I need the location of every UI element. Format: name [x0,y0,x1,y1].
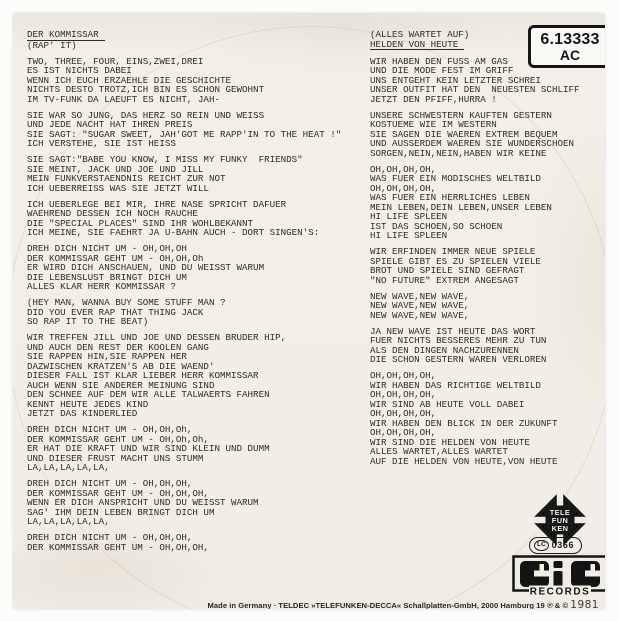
lyric-line: ALLES WARTET,ALLES WARTET [370,446,508,457]
lyric-line: WAEHREND DESSEN ICH NOCH RAUCHE [27,208,198,219]
lyric-stanza [27,200,341,238]
lyric-stanza [27,244,341,292]
lc-label: LC [534,540,549,552]
lyric-line: "NO FUTURE" EXTREM ANGESAGT [370,274,519,286]
lyric-line: MEIN LEBEN,DEIN LEBEN,UNSER LEBEN [370,201,552,213]
lyric-line: DREH DICH NICHT UM - OH,OH,Oh, [27,424,193,435]
lyric-line: SIE WAR SO JUNG, DAS HERZ SO REIN UND WEISS [27,109,265,121]
lyric-line: ALS DEN DINGEN NACHZURENNEN [370,344,519,356]
lyric-line: DER KOMMISSAR GEHT UM - OH,OH,OH, [27,541,209,553]
gig-records-logo [512,555,605,601]
lyrics-helden-von-heute [370,57,580,467]
lyric-line: UND DIE MODE FEST IM GRIFF [370,65,514,76]
lyric-line: DER KOMMISSAR GEHT UM - OH,Oh,Oh, [27,433,209,445]
lyric-stanza [370,247,580,285]
gig-records-text: RECORDS [529,586,591,598]
lyric-stanza [27,425,341,473]
lyric-line: NICHTS DESTO TROTZ,ICH BIN ES SCHON GEWOHNT [27,84,265,95]
lyric-line: OH,OH,OH,OH, [370,427,437,438]
lyric-line: MEIN FUNKVERSTAENDNIS REICHT ZUR NOT [27,173,226,184]
lyric-line: SIE SAGEN DIE WAEREN EXTREM BEQUEM [370,128,558,140]
lyric-line: DREH DICH NICHT UM - OH,OH,OH, [27,478,193,489]
gig-g2-notch [591,564,596,572]
lyric-stanza [370,292,580,321]
manufacturing-credit [207,599,599,609]
lyric-line: JETZT DAS KINDERLIED [27,408,138,419]
lyric-line: UND JEDE NACHT HAT IHREN PREIS [27,119,193,130]
lyric-line: NEW WAVE,NEW WAVE, [370,309,470,321]
lyric-line: WIR HABEN DEN BLICK IN DER ZUKUNFT [370,417,558,429]
lyric-stanza [27,57,341,105]
lyric-line: JA NEW WAVE IST HEUTE DAS WORT [370,325,536,337]
lyric-line: WIR ERFINDEN IMMER NEUE SPIELE [370,246,536,257]
lyric-line: HI LIFE SPLEEN [370,230,448,241]
lyric-line: SIE SAGT:"BABE YOU KNOW, I MISS MY FUNKY FRIENDS" [27,154,303,165]
lyric-line: WENN ER DICH ANSPRICHT UND DU WEISST WARUM [27,497,259,508]
lyric-stanza [370,371,580,466]
song-header-der-kommissar [27,30,341,50]
lyric-line: UND AUSSERDEM WAEREN SIE WUNDERSCHOEN [370,138,574,149]
lyric-line: WIR HABEN DAS RICHTIGE WELTBILD [370,379,541,391]
lyric-line: SIE SAGT: "SUGAR SWEET, JAH'GOT ME RAPP'IN TO THE HEAT !" [27,128,342,140]
lyric-line: WAS FUER EIN HERRLICHES LEBEN [370,192,530,203]
lyric-line: ICH VERSTEHE, SIE IST HEISS [27,138,176,149]
lyrics-column-right [370,30,580,473]
lyric-line: NEW WAVE,NEW WAVE, [370,290,470,302]
lyric-line: SAG' IHM DEIN LEBEN BRINGT DICH UM [27,506,215,518]
lyric-stanza [370,165,580,241]
song-title-helden-von-heute: HELDEN VON HEUTE [370,40,464,51]
lyric-stanza [370,111,580,159]
lyrics-der-kommissar [27,57,341,553]
lyric-stanza [27,533,341,552]
lyric-line: SORGEN,NEIN,NEIN,HABEN WIR KEINE [370,147,547,159]
lyric-line: UNS ENTGEHT KEIN LETZTER SCHREI [370,74,541,86]
lyric-stanza [27,333,341,419]
lc-number: 0366 [551,540,575,551]
lyric-line: WIR SIND DIE HELDEN VON HEUTE [370,436,530,448]
lyric-line: WENN ICH EUCH ERZAEHLE DIE GESCHICHTE [27,74,231,86]
lyric-line: ES IST NICHTS DABEI [27,65,132,76]
lyric-line: LA,LA,LA,LA,LA, [27,516,110,527]
gig-letter-i-dot [554,561,563,568]
lyric-line: BROT UND SPIELE SIND GEFRAGT [370,265,525,276]
credit-year: 1981 [570,599,599,609]
lyric-line: SPIELE GIBT ES ZU SPIELEN VIELE [370,255,541,267]
lyric-line: UNSER OUTFIT HAT DEN NEUESTEN SCHLIFF [370,84,580,95]
lc-code-badge [529,537,582,554]
lyric-line: ALLES KLAR HERR KOMMISSAR ? [27,281,176,292]
lyric-line: SO RAP IT TO THE BEAT) [27,316,149,327]
telefunken-text-tele: TELE [549,508,571,517]
lyric-line: ER WIRD DICH ANSCHAUEN, UND DU WEISST WARUM [27,262,265,273]
lyric-line: IM TV-FUNK DA LAEUFT ES NICHT, JAH- [27,93,220,105]
lyric-line: OH,OH,OH,OH, [370,370,437,381]
lyric-line: DAZWISCHEN KRATZEN'S AB DIE WAEND' [27,360,215,372]
lyric-line: UNSERE SCHWESTERN KAUFTEN GESTERN [370,109,552,121]
lyric-line: DIE LEBENSLUST BRINGT DICH UM [27,271,187,283]
lyric-line: WIR SIND AB HEUTE VOLL DABEI [370,398,525,410]
lyric-line: DIE "SPECIAL PLACES" SIND IHR WOHLBEKANNT [27,217,254,229]
song-title-der-kommissar: DER KOMMISSAR [27,30,105,41]
lyric-line: UND AUCH DEN REST DER KOOLEN GANG [27,341,209,353]
lyric-line: OH,OH,OH,OH, [370,163,437,175]
lyric-line: NEW WAVE,NEW WAVE, [370,300,470,311]
lyric-line: ICH UEBERREISS WAS SIE JETZT WILL [27,182,209,194]
lyric-line: OH,OH,OH,OH, [370,182,437,194]
lyric-line: DEN SCHNEE AUF DEM WIR ALLE TALWAERTS FAHREN [27,389,270,400]
lyric-line: KOSTUEME WIE IM WESTERN [370,119,497,130]
telefunken-text-fun: FUN [551,516,569,525]
catalog-number: 6.13333 [540,31,600,48]
lyric-line: (HEY MAN, WANNA BUY SOME STUFF MAN ? [27,297,226,308]
catalog-number-box [528,25,605,68]
gig-g1-notch [540,564,545,572]
lyric-line: DREH DICH NICHT UM - OH,OH,OH [27,243,187,254]
lyric-line: OH,OH,OH,OH, [370,389,437,400]
lyric-line: DID YOU EVER RAP THAT THING JACK [27,306,204,318]
lyric-line: SIE MEINT, JACK UND JOE UND JILL [27,163,204,175]
telefunken-text-ken: KEN [551,524,569,533]
gig-letter-i-stem [554,571,563,587]
lyric-line: KENNT HEUTE JEDES KIND [27,398,149,410]
lyrics-column-left [27,30,341,559]
lyric-line: OH,OH,OH,OH, [370,408,437,419]
lyric-line: WIR TREFFEN JILL UND JOE UND DESSEN BRUDER HIP, [27,332,287,343]
lyric-line: DREH DICH NICHT UM - OH,OH,OH, [27,532,193,543]
lyric-line: HI LIFE SPLEEN [370,211,448,222]
lyric-stanza [27,111,341,149]
lyric-line: LA,LA,LA,LA,LA, [27,462,110,473]
lyric-line: AUCH WENN SIE ANDERER MEINUNG SIND [27,379,215,391]
credit-text: Made in Germany · TELDEC »TELEFUNKEN-DECCA« Schallplatten-GmbH, 2000 Hamburg 19 ℗ & © [207,601,569,609]
lyric-line: DER KOMMISSAR GEHT UM - OH,OH,Oh [27,252,204,264]
record-sleeve-back-cover [13,13,605,609]
lyric-stanza [27,298,341,327]
lyric-line: SIE RAPPEN HIN,SIE RAPPEN HER [27,351,187,362]
lyric-line: IST DAS SCHOEN,SO SCHOEN [370,220,503,232]
lyric-line: ICH MEINE, SIE FAEHRT JA U-BAHN AUCH - DORT SINGEN'S: [27,227,320,238]
lyric-stanza [27,479,341,527]
lyric-line: DIE SCHON GESTERN WAREN VERLOREN [370,354,547,365]
lyric-stanza [370,327,580,365]
catalog-suffix: AC [559,47,581,63]
lyric-line: JETZT DEN PFIFF,HURRA ! [370,93,497,105]
lyric-line: ER HAT DIE KRAFT UND WIR SIND KLEIN UND DUMM [27,443,270,454]
lyric-stanza [27,155,341,193]
song-pretitle-alles-wartet-auf: (ALLES WARTET AUF) [370,29,470,40]
lyric-line: WIR HABEN DEN FUSS AM GAS [370,55,508,67]
lyric-line: UND DIESER FRUST MACHT UNS STUMM [27,452,204,464]
lyric-line: FUER NICHTS BESSERES MEHR ZU TUN [370,335,547,346]
lyric-line: DIESER FALL IST KLAR LIEBER HERR KOMMISSAR [27,370,259,381]
lyric-line: DER KOMMISSAR GEHT UM - OH,OH,OH, [27,487,209,499]
lyric-line: AUF DIE HELDEN VON HEUTE,VON HEUTE [370,455,558,467]
lyric-line: TWO, THREE, FOUR, EINS,ZWEI,DREI [27,55,204,67]
lyric-line: ICH UEBERLEGE BEI MIR, IHRE NASE SPRICHT DAFUER [27,198,287,210]
lyric-line: WAS FUER EIN MODISCHES WELTBILD [370,173,541,184]
song-subtitle-rap-it: (RAP' IT) [27,39,77,51]
